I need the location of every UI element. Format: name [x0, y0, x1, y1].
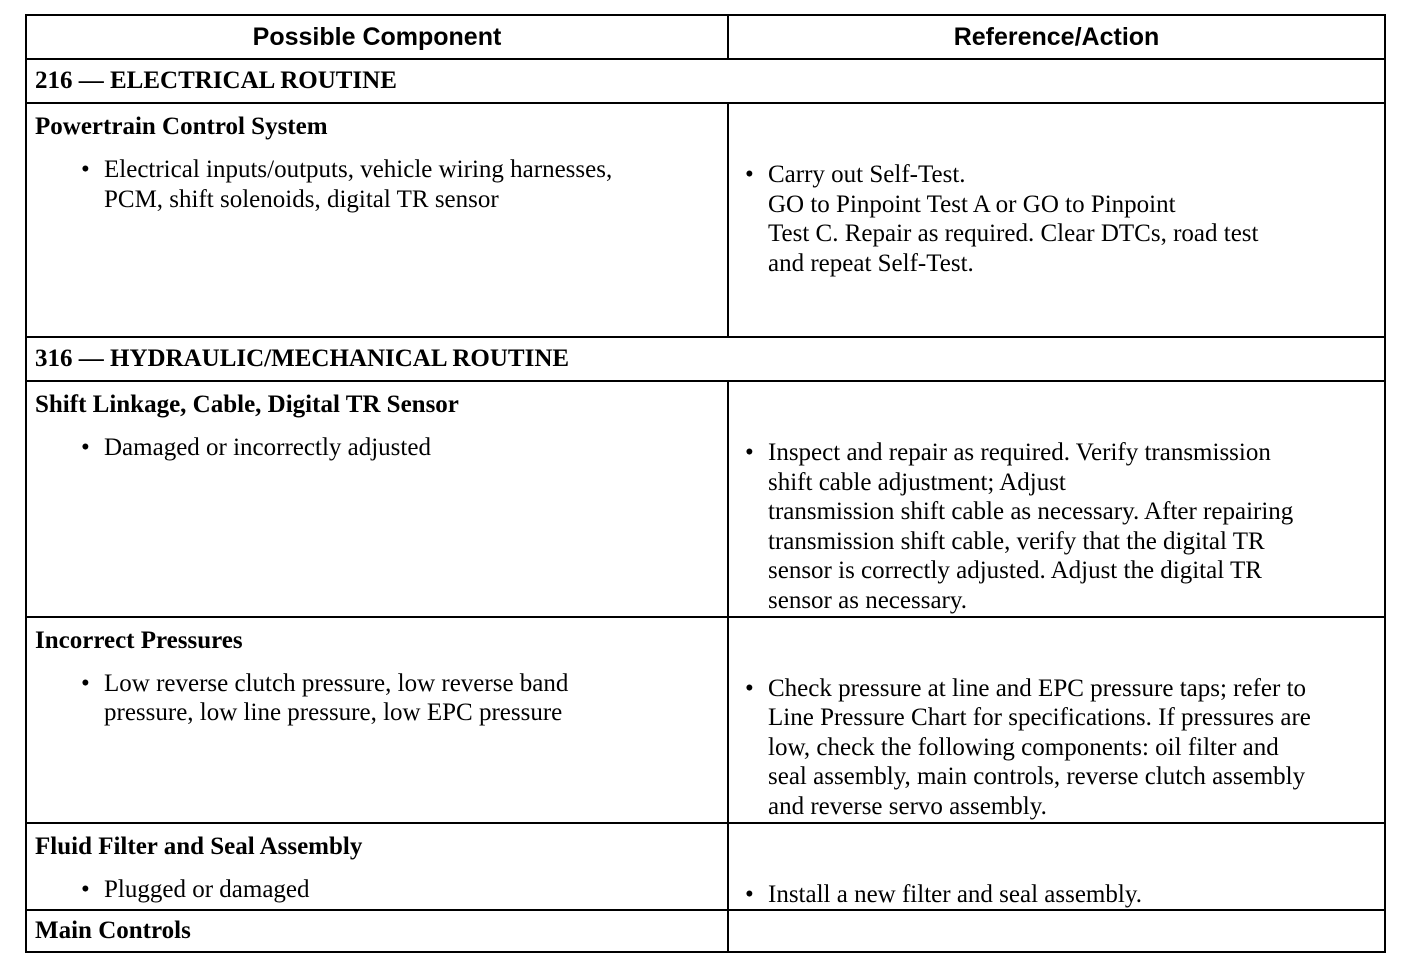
component-detail	[27, 875, 727, 905]
action-text: Carry out Self-Test. GO to Pinpoint Test A or GO to Pinpoint Test C. Repair as required. Clear DTCs, road test and repeat Self-Test.	[768, 161, 1259, 277]
component-cell	[26, 823, 728, 911]
action-cell	[728, 381, 1385, 617]
component-title: Shift Linkage, Cable, Digital TR Sensor	[35, 391, 459, 418]
bullet-icon: •	[745, 161, 754, 188]
component-title: Main Controls	[35, 917, 191, 945]
table-row	[26, 910, 1385, 952]
section-row	[26, 59, 1385, 103]
section-title: 316 — HYDRAULIC/MECHANICAL ROUTINE	[26, 337, 1385, 381]
table-row	[26, 823, 1385, 911]
action-cell	[728, 823, 1385, 911]
detail-text: Damaged or incorrectly adjusted	[104, 434, 431, 461]
bullet-icon: •	[81, 156, 90, 183]
header-reference-action: Reference/Action	[728, 15, 1385, 59]
action-text: Inspect and repair as required. Verify transmission shift cable adjustment; Adjust transmission shift cable as necessary. After repairing transmission shift cable, verify that the digital TR sensor is correctly adjusted. Adjust the digital TR sensor as necessary.	[768, 439, 1294, 614]
component-cell	[26, 617, 728, 823]
table-row	[26, 103, 1385, 337]
section-row	[26, 337, 1385, 381]
action-cell	[728, 103, 1385, 337]
detail-text: Electrical inputs/outputs, vehicle wiring harnesses, PCM, shift solenoids, digital TR sensor	[104, 156, 613, 213]
bullet-icon: •	[81, 434, 90, 461]
bullet-icon: •	[81, 669, 90, 697]
document-page	[25, 14, 1384, 953]
component-cell	[26, 103, 728, 337]
action-item	[729, 674, 1384, 822]
component-cell	[26, 910, 728, 952]
action-text: Check pressure at line and EPC pressure taps; refer to Line Pressure Chart for specifications. If pressures are low, check the following components: oil filter and seal assembly, main controls, reverse clutch assembly and reverse servo assembly.	[768, 674, 1311, 820]
detail-text: Low reverse clutch pressure, low reverse band pressure, low line pressure, low EPC pressure	[104, 669, 569, 727]
bullet-icon: •	[745, 439, 754, 466]
header-possible-component: Possible Component	[26, 15, 728, 59]
component-cell	[26, 381, 728, 617]
table-header-row	[26, 15, 1385, 59]
component-title: Powertrain Control System	[35, 113, 328, 140]
action-item	[729, 438, 1384, 616]
component-title: Fluid Filter and Seal Assembly	[35, 832, 363, 860]
action-item	[729, 160, 1384, 278]
table-row	[26, 381, 1385, 617]
component-detail	[27, 669, 727, 728]
diagnostic-table	[25, 14, 1386, 953]
table-row	[26, 617, 1385, 823]
component-detail	[27, 155, 727, 214]
component-title: Incorrect Pressures	[35, 626, 243, 654]
component-detail	[27, 433, 727, 463]
detail-text: Plugged or damaged	[104, 875, 310, 903]
action-text: Install a new filter and seal assembly.	[768, 880, 1142, 908]
bullet-icon: •	[745, 674, 754, 702]
bullet-icon: •	[81, 875, 90, 903]
action-item	[729, 880, 1384, 910]
action-cell	[728, 910, 1385, 952]
section-title: 216 — ELECTRICAL ROUTINE	[26, 59, 1385, 103]
action-cell	[728, 617, 1385, 823]
bullet-icon: •	[745, 880, 754, 908]
